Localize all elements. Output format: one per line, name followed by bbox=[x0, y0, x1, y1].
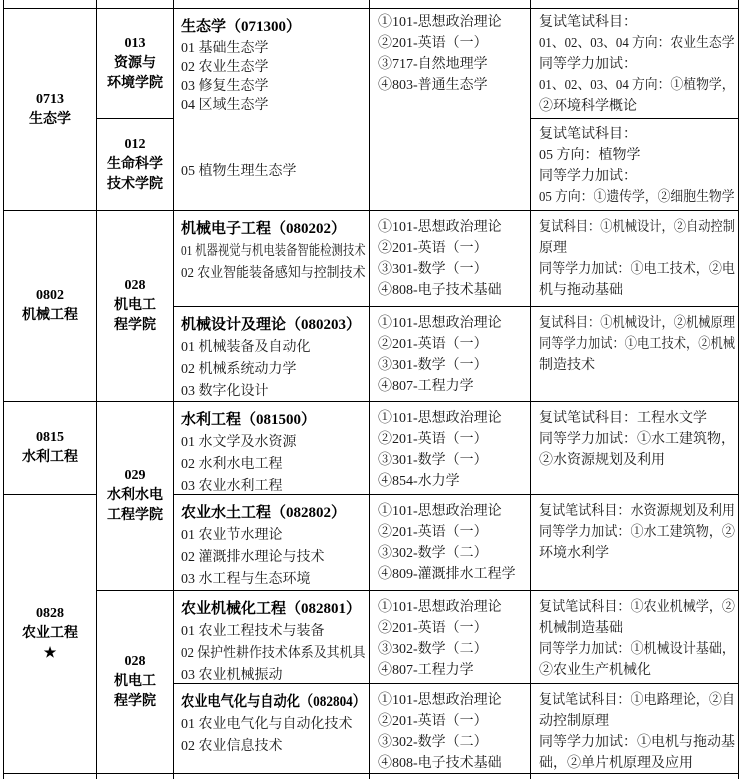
direction-item: 04 区域生态学 bbox=[181, 98, 269, 113]
retest-line: 01、02、03、04 方向：①植物学， bbox=[539, 78, 735, 93]
star-marker: ★ bbox=[43, 646, 57, 661]
retest-line: 复试笔试科目：①电路理论，②自 bbox=[539, 693, 735, 708]
direction-item: 01 农业工程技术与装备 bbox=[181, 624, 325, 639]
exam-subjects-cell-082801 bbox=[369, 590, 531, 684]
retest-line: 复试笔试科目： bbox=[539, 127, 637, 142]
table-rule bbox=[96, 774, 97, 779]
retest-cell-071300-013 bbox=[530, 8, 739, 119]
retest-line: 制造技术 bbox=[539, 358, 595, 373]
exam-subject: ④807-工程力学 bbox=[378, 379, 474, 394]
direction-item: 03 农业水利工程 bbox=[181, 479, 283, 494]
retest-line: 同等学力加试：①水工建筑物，② bbox=[539, 525, 735, 540]
major-cell-082801 bbox=[173, 590, 370, 684]
major-title: 机械设计及理论（080203） bbox=[181, 317, 362, 333]
major-cell-071300 bbox=[173, 8, 370, 211]
direction-item: 01 机器视觉与机电装备智能检测技术 bbox=[181, 244, 366, 259]
retest-cell-080202 bbox=[530, 210, 739, 307]
retest-line: 01、02、03、04 方向：农业生态学 bbox=[539, 36, 735, 51]
exam-subject: ③302-数学（二） bbox=[378, 735, 488, 750]
exam-subject: ①101-思想政治理论 bbox=[378, 220, 502, 235]
direction-item: 02 农业智能装备感知与控制技术 bbox=[181, 266, 366, 281]
retest-line: 础，②单片机原理及应用 bbox=[539, 756, 693, 771]
retest-line: 复试笔试科目： bbox=[539, 15, 637, 30]
discipline-cell-0802 bbox=[3, 210, 97, 402]
exam-subject: ③302-数学（二） bbox=[378, 546, 488, 561]
direction-item: 01 水文学及水资源 bbox=[181, 435, 297, 450]
retest-line: 同等学力加试：①水工建筑物， bbox=[539, 432, 735, 447]
direction-item: 03 修复生态学 bbox=[181, 79, 269, 94]
college-name-line: 机电工 bbox=[114, 298, 156, 313]
college-name-line: 水利水电 bbox=[107, 488, 163, 503]
retest-line: 机械制造基础 bbox=[539, 621, 623, 636]
retest-line: 同等学力加试： bbox=[539, 169, 637, 184]
major-cell-081500 bbox=[173, 401, 370, 495]
exam-subject: ②201-英语（一） bbox=[378, 337, 488, 352]
direction-item: 03 农业机械振动 bbox=[181, 668, 283, 683]
retest-line: 同等学力加试：①电工技术，②机械 bbox=[539, 337, 735, 352]
exam-subjects-cell-082802 bbox=[369, 494, 531, 591]
major-title: 水利工程（081500） bbox=[181, 412, 317, 428]
direction-item: 02 农业生态学 bbox=[181, 60, 269, 75]
exam-subject: ④808-电子技术基础 bbox=[378, 756, 502, 771]
college-name-line: 程学院 bbox=[114, 694, 156, 709]
exam-subjects-cell-080203 bbox=[369, 306, 531, 402]
exam-subject: ①101-思想政治理论 bbox=[378, 15, 502, 30]
exam-subject: ④854-水力学 bbox=[378, 474, 460, 489]
table-rule bbox=[173, 774, 174, 779]
retest-line: 复试科目：①机械设计，②机械原理 bbox=[539, 316, 735, 331]
retest-line: 复试笔试科目：水资源规划及利用 bbox=[539, 504, 735, 519]
retest-cell-082801 bbox=[530, 590, 739, 684]
exam-subject: ②201-英语（一） bbox=[378, 525, 488, 540]
college-cell-029 bbox=[96, 401, 174, 591]
college-cell-012 bbox=[96, 118, 174, 211]
table-rule bbox=[369, 774, 370, 779]
retest-line: 同等学力加试：①电机与拖动基 bbox=[539, 735, 735, 750]
retest-line: 原理 bbox=[539, 241, 567, 256]
exam-subject: ①101-思想政治理论 bbox=[378, 316, 502, 331]
exam-subject: ③301-数学（一） bbox=[378, 453, 488, 468]
retest-cell-081500 bbox=[530, 401, 739, 495]
exam-subject: ①101-思想政治理论 bbox=[378, 693, 502, 708]
major-cell-082802 bbox=[173, 494, 370, 591]
retest-line: 复试笔试科目：工程水文学 bbox=[539, 411, 707, 426]
retest-line: 同等学力加试： bbox=[539, 57, 637, 72]
retest-line: 环境水利学 bbox=[539, 546, 609, 561]
college-name-line: 生命科学 bbox=[107, 156, 163, 172]
direction-item: 03 水工程与生态环境 bbox=[181, 572, 311, 587]
exam-subject: ①101-思想政治理论 bbox=[378, 504, 502, 519]
retest-line: ②农业生产机械化 bbox=[539, 663, 651, 678]
exam-subject: ③301-数学（一） bbox=[378, 262, 488, 277]
major-title: 机械电子工程（080202） bbox=[181, 221, 347, 237]
table-rule bbox=[369, 0, 370, 8]
major-title: 农业电气化与自动化（082804） bbox=[181, 694, 367, 710]
college-name-line: 程学院 bbox=[114, 318, 156, 333]
discipline-name: 机械工程 bbox=[22, 308, 78, 323]
direction-item: 05 植物生理生态学 bbox=[181, 164, 297, 179]
discipline-code: 0815 bbox=[36, 430, 64, 445]
table-rule bbox=[530, 774, 531, 779]
retest-line: ②环境科学概论 bbox=[539, 99, 637, 114]
college-name-line: 环境学院 bbox=[107, 75, 163, 91]
discipline-code: 0828 bbox=[36, 606, 64, 621]
retest-line: 复试科目：①机械设计，②自动控制 bbox=[539, 220, 735, 235]
direction-item: 01 农业节水理论 bbox=[181, 528, 283, 543]
major-title: 农业机械化工程（082801） bbox=[181, 601, 362, 617]
direction-item: 02 灌溉排水理论与技术 bbox=[181, 550, 325, 565]
retest-cell-082802 bbox=[530, 494, 739, 591]
major-title: 农业水土工程（082802） bbox=[181, 505, 347, 521]
discipline-code: 0802 bbox=[36, 288, 64, 303]
table-rule bbox=[173, 0, 174, 8]
college-cell-013 bbox=[96, 8, 174, 119]
exam-subject: ①101-思想政治理论 bbox=[378, 600, 502, 615]
exam-subject: ②201-英语（一） bbox=[378, 36, 488, 51]
table-rule bbox=[96, 0, 97, 8]
exam-subjects-cell-082804 bbox=[369, 683, 531, 774]
college-cell-028-agri bbox=[96, 590, 174, 774]
retest-line: ②水资源规划及利用 bbox=[539, 453, 665, 468]
direction-item: 03 数字化设计 bbox=[181, 384, 269, 399]
major-cell-080202 bbox=[173, 210, 370, 307]
college-code: 028 bbox=[124, 654, 146, 669]
table-rule bbox=[530, 0, 531, 8]
direction-item: 02 水利水电工程 bbox=[181, 457, 283, 472]
direction-item: 02 农业信息技术 bbox=[181, 739, 283, 754]
major-cell-080203 bbox=[173, 306, 370, 402]
retest-line: 05 方向：植物学 bbox=[539, 148, 641, 163]
table-rule bbox=[738, 774, 739, 779]
retest-line: 同等学力加试：①电工技术，②电 bbox=[539, 262, 735, 277]
retest-cell-082804 bbox=[530, 683, 739, 774]
discipline-cell-0713 bbox=[3, 8, 97, 211]
direction-item: 02 保护性耕作技术体系及其机具 bbox=[181, 646, 366, 661]
college-name-line: 技术学院 bbox=[107, 176, 163, 192]
exam-subject: ④808-电子技术基础 bbox=[378, 283, 502, 298]
exam-subjects-cell-071300 bbox=[369, 8, 531, 211]
table-rule bbox=[3, 0, 4, 8]
retest-cell-080203 bbox=[530, 306, 739, 402]
college-name-line: 机电工 bbox=[114, 674, 156, 689]
discipline-name: 水利工程 bbox=[22, 450, 78, 465]
discipline-name: 农业工程 bbox=[22, 626, 78, 641]
college-code: 012 bbox=[124, 136, 146, 152]
direction-item: 01 农业电气化与自动化技术 bbox=[181, 717, 353, 732]
exam-subject: ④803-普通生态学 bbox=[378, 78, 488, 93]
exam-subject: ②201-英语（一） bbox=[378, 621, 488, 636]
college-cell-028-mech bbox=[96, 210, 174, 402]
direction-item: 01 机械装备及自动化 bbox=[181, 340, 311, 355]
exam-subject: ②201-英语（一） bbox=[378, 714, 488, 729]
table-rule bbox=[3, 774, 4, 779]
college-code: 028 bbox=[124, 278, 146, 293]
direction-item: 01 基础生态学 bbox=[181, 41, 269, 56]
exam-subject: ③301-数学（一） bbox=[378, 358, 488, 373]
retest-line: 复试笔试科目：①农业机械学，② bbox=[539, 600, 735, 615]
direction-item: 02 机械系统动力学 bbox=[181, 362, 297, 377]
retest-cell-071300-012 bbox=[530, 118, 739, 211]
exam-subject: ②201-英语（一） bbox=[378, 432, 488, 447]
college-name-line: 资源与 bbox=[114, 55, 156, 71]
college-code: 029 bbox=[124, 468, 146, 483]
discipline-code: 0713 bbox=[36, 91, 64, 107]
exam-subjects-cell-080202 bbox=[369, 210, 531, 307]
exam-subject: ④807-工程力学 bbox=[378, 663, 474, 678]
exam-subject: ④809-灌溉排水工程学 bbox=[378, 567, 516, 582]
discipline-cell-0828 bbox=[3, 494, 97, 774]
exam-subject: ①101-思想政治理论 bbox=[378, 411, 502, 426]
college-name-line: 工程学院 bbox=[107, 508, 163, 523]
exam-subject: ③302-数学（二） bbox=[378, 642, 488, 657]
retest-line: 动控制原理 bbox=[539, 714, 609, 729]
retest-line: 机与拖动基础 bbox=[539, 283, 623, 298]
retest-line: 05 方向：①遗传学，②细胞生物学 bbox=[539, 190, 735, 205]
college-code: 013 bbox=[124, 35, 146, 51]
exam-subjects-cell-081500 bbox=[369, 401, 531, 495]
discipline-name: 生态学 bbox=[29, 111, 71, 127]
major-title: 生态学（071300） bbox=[181, 19, 302, 35]
exam-subject: ②201-英语（一） bbox=[378, 241, 488, 256]
major-cell-082804 bbox=[173, 683, 370, 774]
table-rule bbox=[738, 0, 739, 8]
retest-line: 同等学力加试：①机械设计基础， bbox=[539, 642, 735, 657]
exam-subject: ③717-自然地理学 bbox=[378, 57, 488, 72]
discipline-cell-0815 bbox=[3, 401, 97, 495]
